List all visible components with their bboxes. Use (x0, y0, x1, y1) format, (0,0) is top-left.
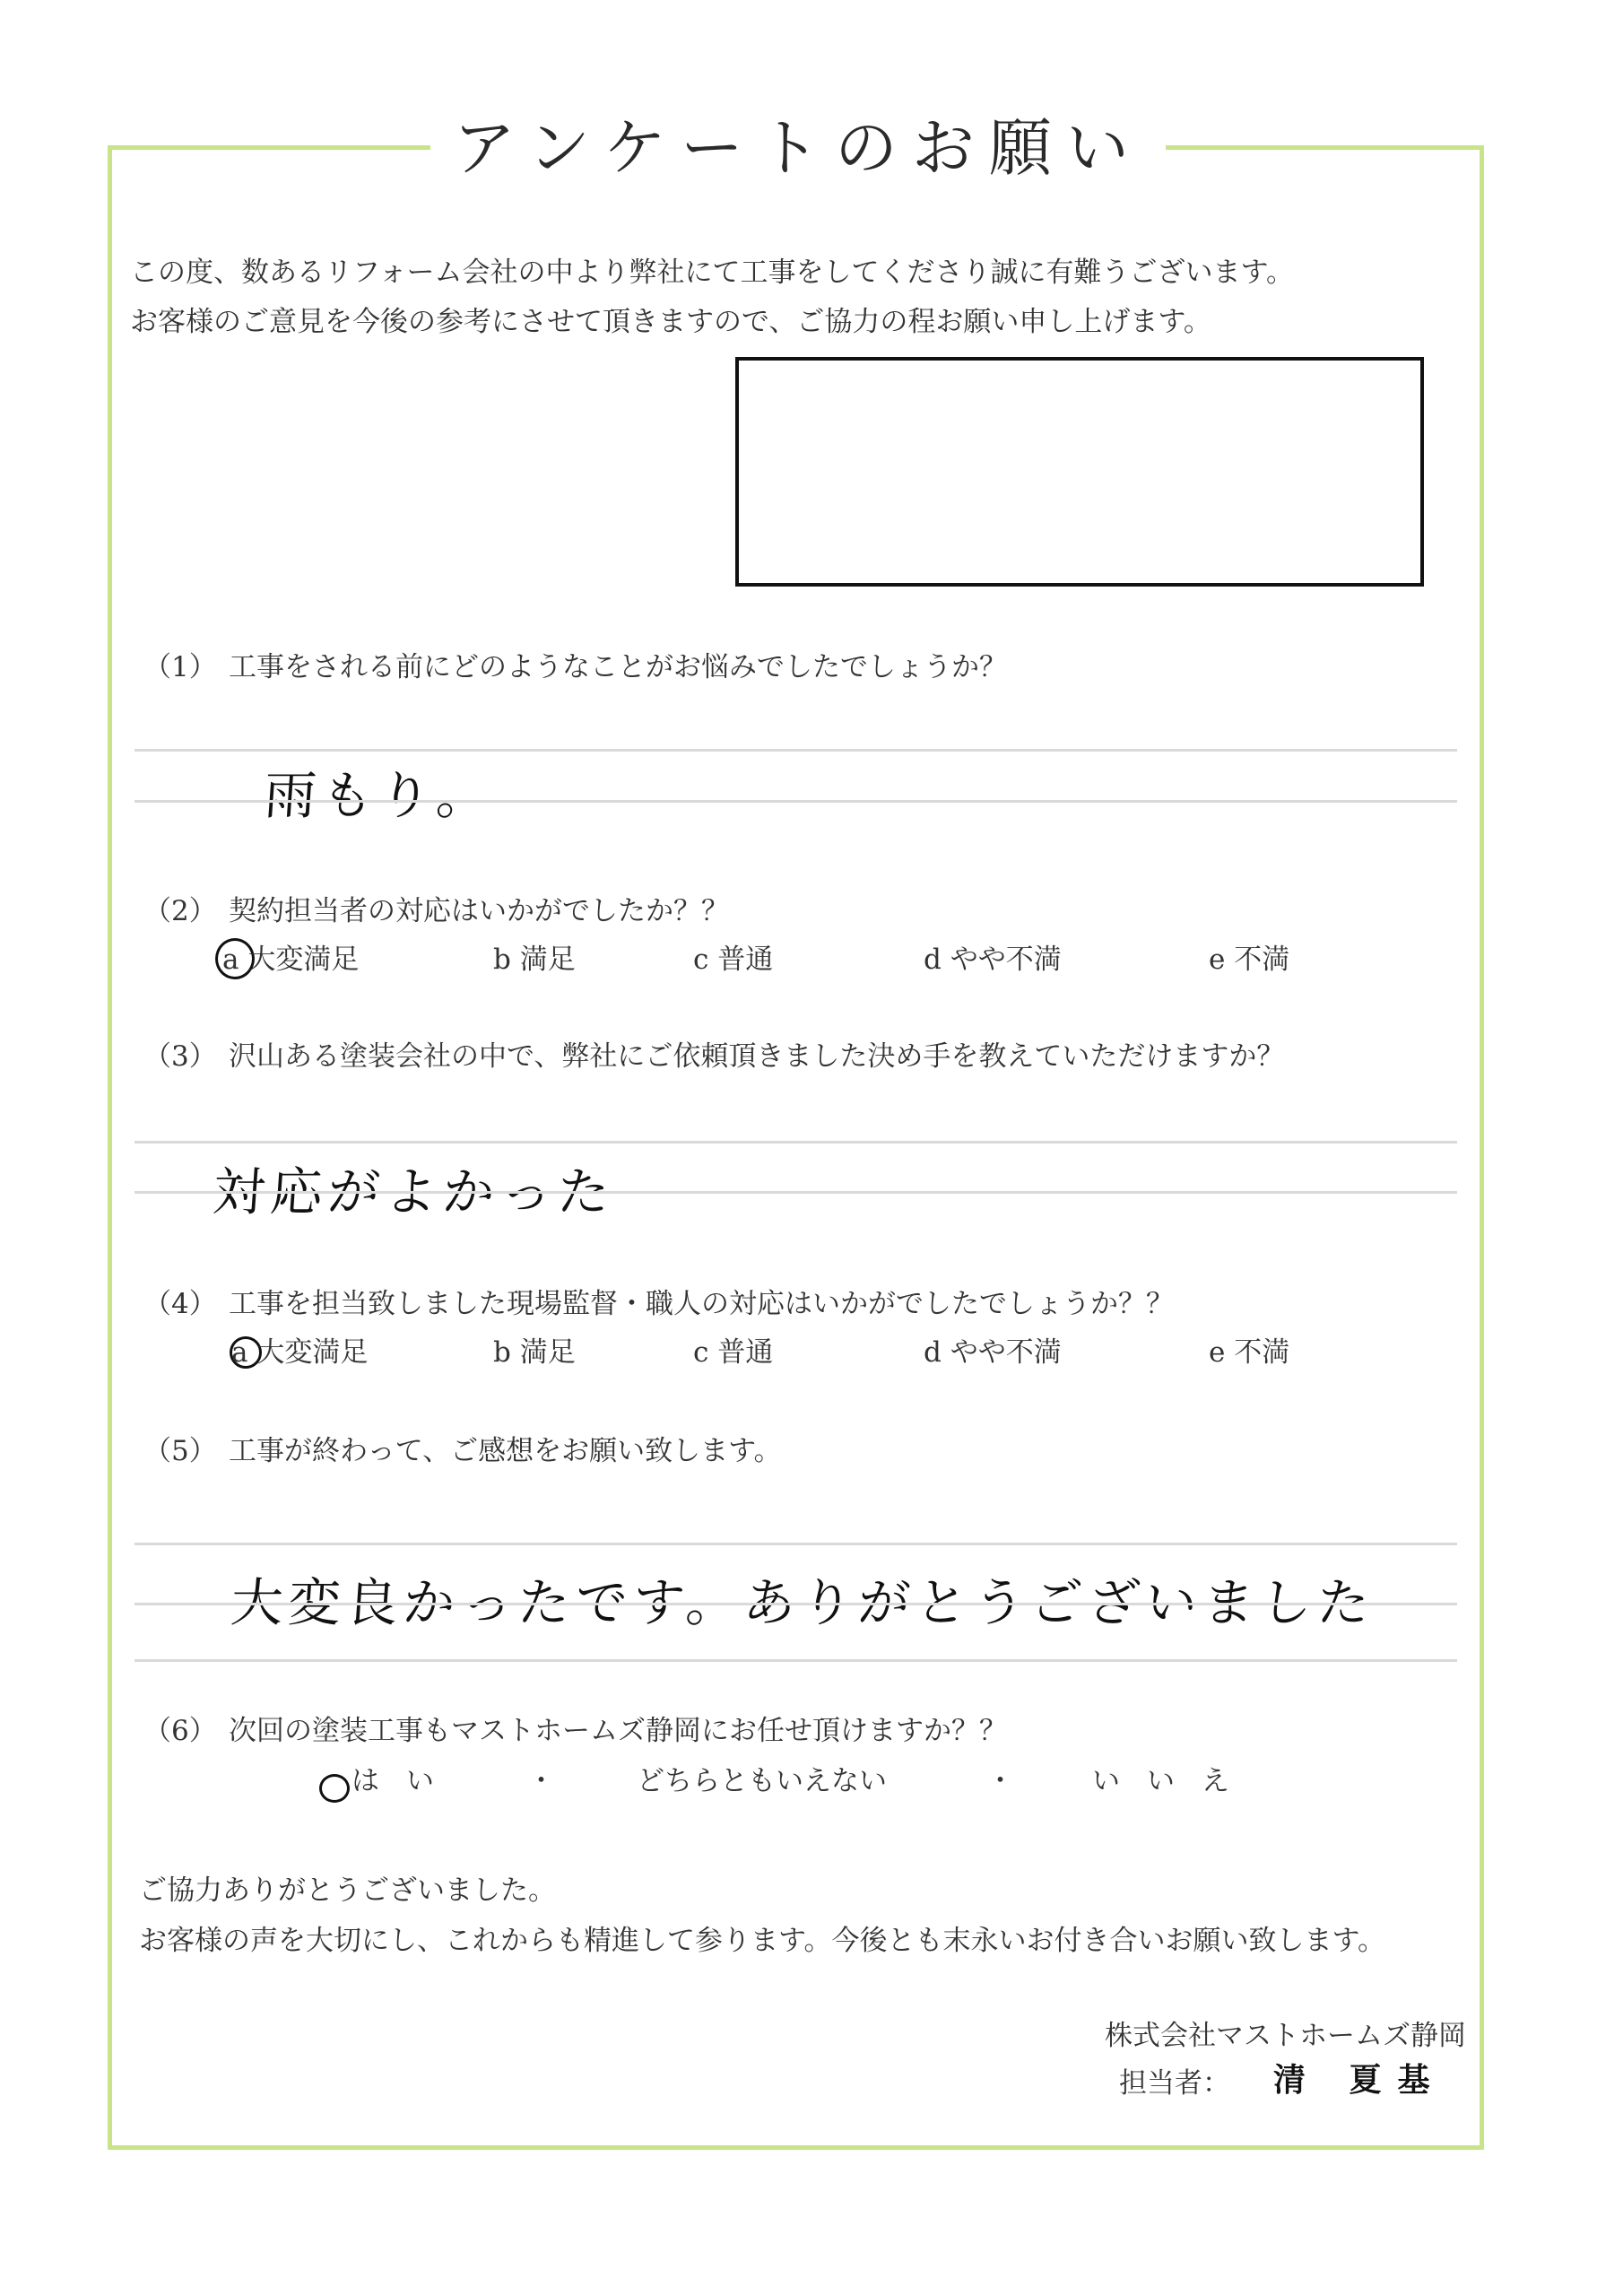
question-1-answer: 雨もり。 (262, 765, 497, 826)
q2-option-b[interactable]: b 満足 (493, 944, 576, 976)
question-4 (143, 1281, 1174, 1321)
q2-option-c[interactable]: c 普通 (693, 944, 774, 976)
answer-line (135, 749, 1457, 752)
intro-line-1: この度、数あるリフォーム会社の中より弊社にて工事をしてくださり誠に有難うございます。 (130, 257, 1294, 289)
q4-option-a[interactable]: a 大変満足 (231, 1336, 369, 1369)
answer-line (135, 1141, 1457, 1144)
answer-line (135, 1543, 1457, 1545)
question-4-text: 工事を担当致しました現場監督・職人の対応はいかがでしたでしょうか？？ (229, 1288, 1174, 1320)
q2-option-a[interactable]: a 大変満足 (222, 944, 360, 976)
q4-option-e[interactable]: e 不満 (1209, 1336, 1290, 1369)
answer-line (135, 1603, 1457, 1605)
q2-option-e[interactable]: e 不満 (1209, 944, 1290, 976)
staff-label: 担当者： (1119, 2067, 1230, 2100)
q6-separator: ・ (986, 1765, 1014, 1797)
answer-line (135, 800, 1457, 803)
question-4-number: （4） (143, 1288, 217, 1320)
question-3-number: （3） (143, 1040, 217, 1073)
question-1-text: 工事をされる前にどのようなことがお悩みでしたでしょうか？ (229, 651, 1007, 683)
closing-line-2: お客様の声を大切にし、これからも精進して参ります。今後とも末永いお付き合いお願い致します。 (139, 1925, 1386, 1957)
q6-option-no[interactable]: いいえ (1092, 1765, 1256, 1797)
company-name: 株式会社マストホームズ静岡 (1105, 2020, 1466, 2052)
question-3-text: 沢山ある塗装会社の中で、弊社にご依頼頂きました決め手を教えていただけますか？ (229, 1040, 1285, 1073)
question-3 (143, 1033, 1284, 1074)
intro-line-2: お客様のご意見を今後の参考にさせて頂きますので、ご協力の程お願い申し上げます。 (130, 306, 1211, 338)
question-5-text: 工事が終わって、ご感想をお願い致します。 (229, 1435, 782, 1467)
question-6-text: 次回の塗装工事もマストホームズ静岡にお任せ頂けますか？？ (229, 1715, 1007, 1747)
staff-name: 清 夏基 (1273, 2061, 1446, 2099)
q4-option-c[interactable]: c 普通 (693, 1336, 774, 1369)
question-5-number: （5） (143, 1435, 217, 1467)
q4-option-d[interactable]: d やや不満 (924, 1336, 1062, 1369)
question-2-number: （2） (143, 895, 217, 927)
selected-option-circle (319, 1774, 350, 1803)
q4-option-b[interactable]: b 満足 (493, 1336, 576, 1369)
closing-line-1: ご協力ありがとうございました。 (139, 1874, 556, 1907)
question-5-answer: 大変良かったです。ありがとうございました (229, 1572, 1377, 1633)
question-6 (143, 1708, 1007, 1748)
page-title: アンケートのお願い (430, 99, 1166, 197)
question-2-text: 契約担当者の対応はいかがでしたか？？ (229, 895, 729, 927)
q2-option-d[interactable]: d やや不満 (924, 944, 1062, 976)
q6-option-yes[interactable]: はい (352, 1765, 461, 1797)
question-6-number: （6） (143, 1715, 217, 1747)
question-3-answer: 対応がよかった (211, 1161, 618, 1222)
question-1-number: （1） (143, 651, 217, 683)
q6-separator: ・ (527, 1765, 555, 1797)
question-5 (143, 1428, 782, 1468)
q6-option-neutral[interactable]: どちらともいえない (637, 1765, 887, 1797)
answer-line (135, 1191, 1457, 1194)
question-2 (143, 888, 729, 928)
customer-name-box (735, 357, 1424, 587)
answer-line (135, 1659, 1457, 1662)
question-1 (143, 644, 1007, 684)
